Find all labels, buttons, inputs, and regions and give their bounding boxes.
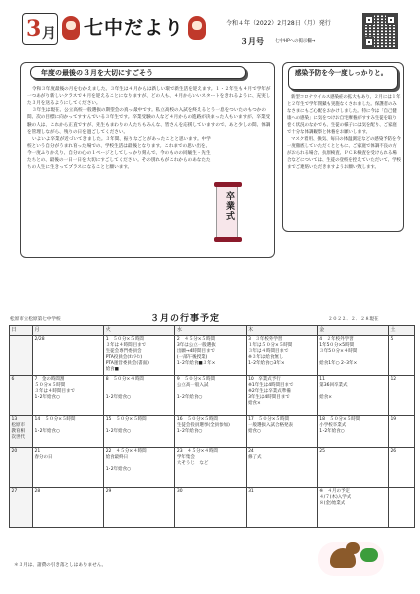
calendar-day-text: 8 ５０分×４時間 1･2年給食○ bbox=[105, 377, 144, 401]
calendar-day-cell-fri bbox=[317, 448, 388, 488]
calendar-day-cell-tue bbox=[104, 336, 175, 376]
calendar-day-cell-sun bbox=[10, 376, 33, 416]
infection-paragraph-2: マスク着用、換気、毎日の体温測定などの感染予防を今一度徹底していただくとともに、ご家庭で体調不良の方がおられる場合、抗原検査、ＰＣＲ検査を受けられる場合などについては、生徒の登校を控えていただいて、学校までご連絡いただきますようお願い致します。 bbox=[287, 137, 401, 171]
calendar-day-text: 16 ５０分×５時間 生徒会役員選挙(全員参加) 1･2年給食○ bbox=[176, 417, 230, 435]
weekday-sun: 日 bbox=[10, 326, 33, 336]
calendar-day-text: 5 bbox=[390, 337, 394, 342]
calendar-day-text: 30 bbox=[176, 489, 183, 494]
month-logo-number: 3 bbox=[26, 16, 42, 42]
calendar-as-of-date: ２０２２．２．２８現在 bbox=[328, 317, 379, 322]
frog-illustration bbox=[360, 548, 378, 562]
calendar-day-cell-tue bbox=[104, 416, 175, 448]
calendar-day-cell-wed bbox=[175, 416, 246, 448]
calendar-day-text: 14 ５０分×５時間 1･2年給食○ bbox=[34, 417, 76, 435]
calendar-week-row bbox=[10, 488, 415, 528]
month-logo-char: 月 bbox=[42, 26, 56, 42]
calendar-week-row bbox=[10, 376, 415, 416]
daruma-icon-right bbox=[188, 16, 206, 40]
calendar-day-text: 27 bbox=[11, 489, 18, 494]
calendar-day-text: 2 ４５分×５時間 3年は公立一般選抜 出願→4時間目まで (一部午後授業) 1･2年給食■３年× bbox=[176, 337, 216, 367]
calendar-day-text: 12 bbox=[390, 377, 397, 382]
calendar-day-text: 17 ５０分×５時間 一般選抜入試合格発表 給食○ bbox=[248, 417, 294, 435]
calendar-day-text: 15 ５０分×５時間 1･2年給食○ bbox=[105, 417, 147, 435]
calendar-day-cell-tue bbox=[104, 448, 175, 488]
calendar-day-cell-tue bbox=[104, 376, 175, 416]
calendar-day-cell-mon bbox=[33, 488, 104, 528]
calendar-day-text: 6 bbox=[11, 377, 15, 382]
calendar-day-text: 25 bbox=[319, 449, 325, 454]
calendar-day-text: 9 ５０分×５時間 公立高一般入試 1･2年給食○ bbox=[176, 377, 216, 401]
calendar-day-text: 1 ５０分×５時間 ３年は４時間目まで 生徒会専門委員会 PTA役員会(ｵﾝﾗｲﾝ) PTA運営委員会(書面) 給食■ bbox=[105, 337, 149, 373]
calendar-day-text: 19 bbox=[390, 417, 397, 422]
calendar-day-text: 24 修了式 bbox=[248, 449, 262, 461]
weekday-fri: 金 bbox=[317, 326, 388, 336]
weekday-wed: 水 bbox=[175, 326, 246, 336]
calendar-week-row bbox=[10, 336, 415, 376]
calendar-day-cell-mon bbox=[33, 376, 104, 416]
calendar-day-text: 22 ４５分×４時間 給食最終日 1･2年給食○ bbox=[105, 449, 147, 473]
calendar-day-cell-sun bbox=[10, 488, 33, 528]
principal-article-heading: 年度の最後の３月を大切にすごそう bbox=[41, 69, 153, 77]
homepage-note: 七中HPへの掲示欄→ bbox=[275, 39, 316, 44]
principal-paragraph-1: 令和３年度最後の月をむかえました。３年生は４月からは新しい環で新生活を迎えます。１・２年生も４月で学年が一つあがり新しいクラスで４月を迎えることになりますが、どの人も、４月からいいスタートをきれるように、充実した３月を送るようにしてください。 bbox=[27, 87, 271, 107]
event-calendar bbox=[9, 325, 415, 528]
calendar-day-cell-tue bbox=[104, 488, 175, 528]
calendar-day-cell-sat bbox=[388, 336, 414, 376]
weekday-thu: 木 bbox=[246, 326, 317, 336]
calendar-day-text: 13 松原市 教育相 次世代 bbox=[11, 417, 25, 441]
calendar-day-cell-thu bbox=[246, 448, 317, 488]
calendar-day-cell-sat bbox=[388, 488, 414, 528]
calendar-day-cell-sun bbox=[10, 336, 33, 376]
calendar-weekday-row bbox=[10, 326, 415, 336]
infection-article-body bbox=[287, 94, 401, 172]
weekday-sat: 土 bbox=[388, 326, 414, 336]
footnote: ＊３月は、諸費の引き落としはありません。 bbox=[14, 563, 107, 568]
calendar-day-text: 21 春分の日 bbox=[34, 449, 53, 461]
calendar-day-cell-sat bbox=[388, 416, 414, 448]
weekday-tue: 火 bbox=[104, 326, 175, 336]
principal-article-body bbox=[27, 86, 271, 171]
calendar-day-cell-fri bbox=[317, 376, 388, 416]
calendar-day-cell-fri bbox=[317, 336, 388, 376]
calendar-day-text: 23 ４５分×４時間 学年集会 大そうじ など bbox=[176, 449, 218, 467]
calendar-day-text: 10 卒業式予行 ※1年生は4時間目まで ※2年生は卒業式準備 3年生は4時間目まで 給食× bbox=[248, 377, 294, 407]
calendar-day-cell-sat bbox=[388, 448, 414, 488]
calendar-title: ３月の行事予定 bbox=[150, 314, 221, 324]
calendar-day-text: 20 bbox=[11, 449, 18, 454]
principal-paragraph-2: ３年生は現在、公立高校一般選抜の期望会の真っ最中です。私立高校の入試を終えるとう一息をついたのもつかの間、次の目標に向かってすすんでいる３年生です。卒業受験の人など４月からの進路が決まった人もいますが、卒業受験の人は、これから正直ですが、先生もまわりの人たちもみんな、皆さんを応援していますので、あと少しの間、体調を管理しながら、残りの日を過ごしてください。 bbox=[27, 108, 271, 135]
calendar-day-text: 7 金の時間割 ５０分×５時間 ３年は４時間目まで 1･2年給食○ bbox=[34, 377, 75, 401]
calendar-day-text: 2/28 bbox=[34, 337, 45, 342]
calendar-day-text: 28 bbox=[34, 489, 41, 494]
calendar-day-cell-fri bbox=[317, 488, 388, 528]
weekday-mon: 月 bbox=[33, 326, 104, 336]
month-logo bbox=[22, 13, 58, 45]
calendar-day-text: ※ ４月の予定 ４/７(木)入学式 ８(金)始業式 bbox=[319, 489, 352, 507]
calendar-day-text: 31 bbox=[248, 489, 254, 494]
infection-article-heading-box bbox=[288, 66, 398, 90]
calendar-day-cell-wed bbox=[175, 336, 246, 376]
graduation-scroll-illustration bbox=[216, 184, 238, 240]
calendar-day-cell-thu bbox=[246, 488, 317, 528]
calendar-day-cell-sun bbox=[10, 448, 33, 488]
infection-article-heading: 感染予防を今一度しっかりと。 bbox=[295, 69, 388, 77]
calendar-day-text: 3 ３年校外学習 １年は５０分×５時間 ３年は４時間目まで ※３年は給食無し 1･2年給食○3年× bbox=[248, 337, 293, 367]
issue-date: 令和４年（2022）2月28日（月）発行 bbox=[226, 20, 331, 27]
principal-article-heading-box bbox=[30, 66, 246, 79]
calendar-day-cell-mon bbox=[33, 336, 104, 376]
calendar-school-name: 松原市立松原第七中学校 bbox=[10, 317, 61, 322]
infection-paragraph-1: 新型コロナウイルス感染症の拡大もあり、２月には１年と２年生で学年閉鎖も実施なくされました。保護者のみなさまにもご心配をおかけしました。特に今は「自己健康への感染」に気をつけお自宅療養がすすみ生徒を取り巻く状況のなかでも、生徒の様子には気を配り、ご家庭で十分な体調観察と休養をお願いします。 bbox=[287, 95, 401, 136]
graduation-scroll-text: 卒業式 bbox=[224, 191, 234, 221]
calendar-day-cell-thu bbox=[246, 376, 317, 416]
calendar-day-text: 29 bbox=[105, 489, 112, 494]
dog-illustration bbox=[330, 548, 356, 568]
calendar-day-cell-mon bbox=[33, 448, 104, 488]
calendar-day-cell-thu bbox=[246, 416, 317, 448]
calendar-day-cell-wed bbox=[175, 376, 246, 416]
calendar-week-row bbox=[10, 416, 415, 448]
calendar-day-cell-wed bbox=[175, 488, 246, 528]
calendar-day-text: 4 ２年校外学習 1年5０分×5時間 ３年5０分×４時間 給食1年○ 2･3年× bbox=[319, 337, 358, 367]
principal-paragraph-3: いよいよ卒業が近づいてきました。３年間、振りなごとがあったことと思います。中学校という自分がうまれ育った場での、学校生活は最後となります。これまでの思い出を、今一度ふりかえり、自分の心の１ページとしてしっかり刻んで、今のものの同級生・先生たちとの、最後の一日一日を大切にすごしてください。その別れもがこれからのあなたたちの人生に生きってプラスになることと願います。 bbox=[27, 136, 211, 171]
calendar-day-cell-sun bbox=[10, 416, 33, 448]
calendar-day-cell-thu bbox=[246, 336, 317, 376]
calendar-day-text: 26 bbox=[390, 449, 397, 454]
calendar-day-cell-fri bbox=[317, 416, 388, 448]
calendar-day-text: 18 ５０分×５時間 小学校卒業式 1･2年給食○ bbox=[319, 417, 361, 435]
newsletter-title: 七中だより bbox=[84, 17, 185, 39]
calendar-week-row bbox=[10, 448, 415, 488]
daruma-icon bbox=[62, 16, 80, 40]
calendar-day-cell-wed bbox=[175, 448, 246, 488]
calendar-day-cell-mon bbox=[33, 416, 104, 448]
qr-code-icon[interactable] bbox=[362, 13, 398, 49]
calendar-day-text: 11 第36回卒業式 給食× bbox=[319, 377, 348, 401]
calendar-day-cell-sat bbox=[388, 376, 414, 416]
issue-month-label: ３月号 bbox=[240, 37, 264, 46]
